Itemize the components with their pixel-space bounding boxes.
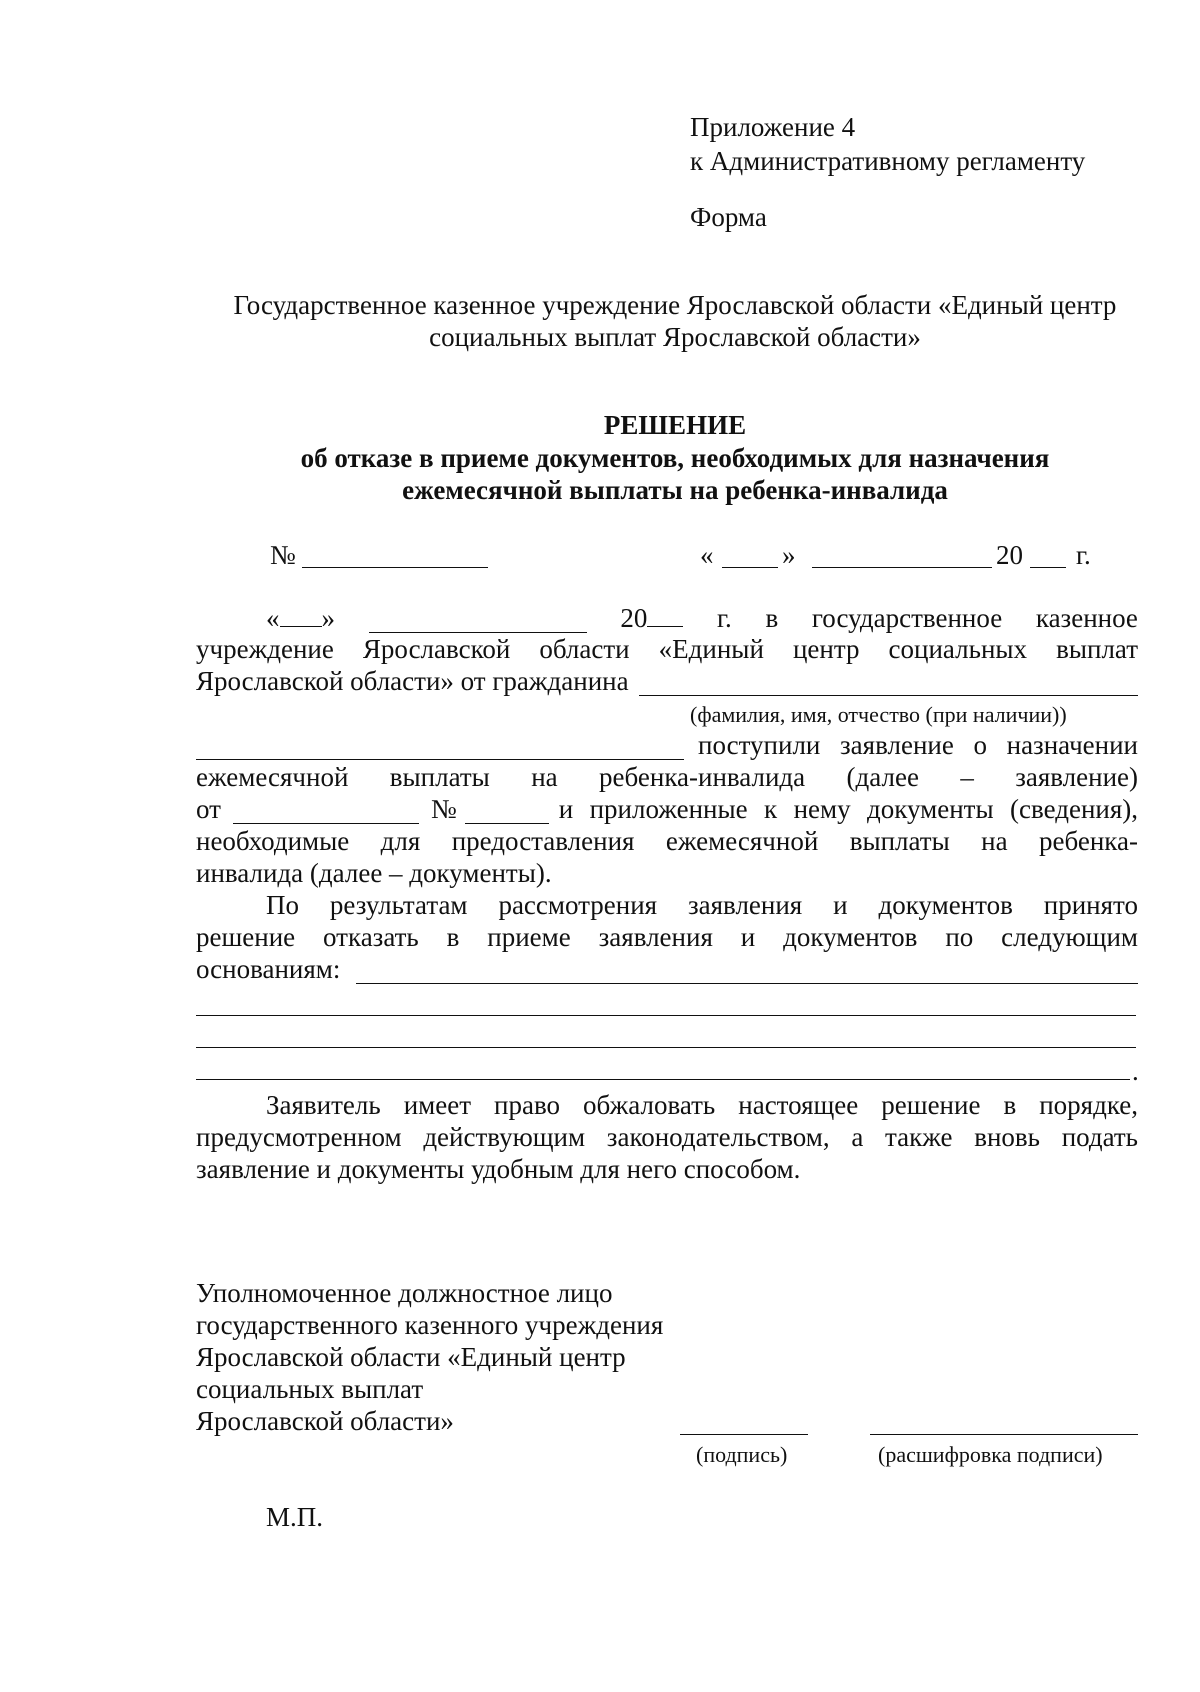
application-number-sign: № — [430, 794, 457, 824]
receipt-year-field[interactable] — [647, 602, 683, 627]
word-state: государственное — [811, 603, 1003, 633]
application-number-field[interactable] — [465, 799, 549, 824]
paragraph-1-line-2: учреждение Ярославской области «Единый центр социальных выплат — [196, 634, 1138, 664]
receipt-day-field[interactable] — [280, 602, 322, 627]
attached-documents-text: и приложенные к нему документы (сведения), — [558, 794, 1138, 824]
year-prefix: 20 — [996, 540, 1023, 570]
year-suffix: г. — [1076, 540, 1091, 570]
signature-caption: (подпись) — [696, 1442, 788, 1467]
word-owned: казенное — [1035, 603, 1138, 633]
signatory-line-5: Ярославской области» — [196, 1406, 454, 1436]
paragraph-3-line-3: заявление и документы удобным для него способом. — [196, 1154, 801, 1184]
grounds-period: . — [1132, 1056, 1139, 1086]
decision-number-field[interactable] — [302, 567, 488, 568]
institution-line-1: Государственное казенное учреждение Ярославской области «Единый центр — [233, 290, 1117, 320]
paragraph-3-line-2: предусмотренном действующим законодательством, а также вновь подать — [196, 1122, 1138, 1152]
signatory-line-4: социальных выплат — [196, 1374, 424, 1404]
decision-year-field[interactable] — [1030, 567, 1066, 568]
paragraph-3-line-1: Заявитель имеет право обжаловать настоящее решение в порядке, — [266, 1090, 1138, 1120]
citizen-name-field[interactable] — [639, 671, 1138, 696]
signature-field[interactable] — [680, 1434, 808, 1435]
receipt-month-field[interactable] — [369, 608, 587, 633]
grounds-label: основаниям: — [196, 954, 341, 984]
decision-day-field[interactable] — [722, 567, 778, 568]
signature-decoding-field[interactable] — [870, 1434, 1138, 1435]
citizen-name-continuation-field[interactable] — [196, 735, 684, 760]
appendix-reference: к Административному регламенту — [690, 146, 1086, 176]
word-in: в — [765, 603, 779, 633]
grounds-field-4[interactable] — [196, 1079, 1130, 1080]
signatory-line-1: Уполномоченное должностное лицо — [196, 1278, 613, 1308]
document-title: РЕШЕНИЕ — [603, 410, 747, 440]
paragraph-1-line-3 — [196, 666, 1138, 696]
signature-decoding-caption: (расшифровка подписи) — [878, 1442, 1103, 1467]
stamp-placeholder: М.П. — [266, 1502, 324, 1532]
signatory-line-2: государственного казенного учреждения — [196, 1310, 664, 1340]
appendix-number: Приложение 4 — [690, 112, 856, 142]
form-label: Форма — [690, 202, 767, 232]
quote-close: » — [321, 603, 335, 633]
paragraph-1-line-4 — [196, 730, 1138, 760]
paragraph-1-line-8: инвалида (далее – документы). — [196, 858, 552, 888]
fio-caption: (фамилия, имя, отчество (при наличии)) — [690, 702, 1067, 727]
paragraph-1-line-7: необходимые для предоставления ежемесячной выплаты на ребенка- — [196, 826, 1138, 856]
paragraph-2-line-1: По результатам рассмотрения заявления и документов принято — [266, 890, 1138, 920]
from-citizen-label: Ярославской области» от гражданина — [196, 666, 629, 696]
grounds-field-2[interactable] — [196, 1015, 1136, 1016]
from-label: от — [196, 794, 221, 824]
signatory-line-3: Ярославской области «Единый центр — [196, 1342, 626, 1372]
grounds-field-3[interactable] — [196, 1047, 1136, 1048]
quote-open: « — [266, 603, 280, 633]
received-application-text: поступили заявление о назначении — [698, 730, 1138, 760]
date-quote-close: » — [782, 540, 796, 570]
paragraph-1-line-1 — [196, 602, 1138, 633]
institution-line-2: социальных выплат Ярославской области» — [429, 322, 921, 352]
paragraph-1-line-6 — [196, 794, 1138, 824]
paragraph-1-line-5: ежемесячной выплаты на ребенка-инвалида (далее – заявление) — [196, 762, 1138, 792]
decision-month-field[interactable] — [812, 567, 992, 568]
paragraph-2-line-2: решение отказать в приеме заявления и документов по следующим — [196, 922, 1138, 952]
date-quote-open: « — [700, 540, 714, 570]
document-subtitle-2: ежемесячной выплаты на ребенка-инвалида — [402, 475, 948, 505]
year-abbrev: г. — [717, 603, 732, 633]
document-subtitle-1: об отказе в приеме документов, необходимых для назначения — [300, 443, 1050, 473]
number-sign: № — [270, 540, 296, 570]
paragraph-2-line-3 — [196, 954, 1138, 984]
application-date-field[interactable] — [233, 799, 419, 824]
grounds-field-1[interactable] — [356, 959, 1138, 984]
receipt-year-prefix: 20 — [620, 603, 648, 633]
